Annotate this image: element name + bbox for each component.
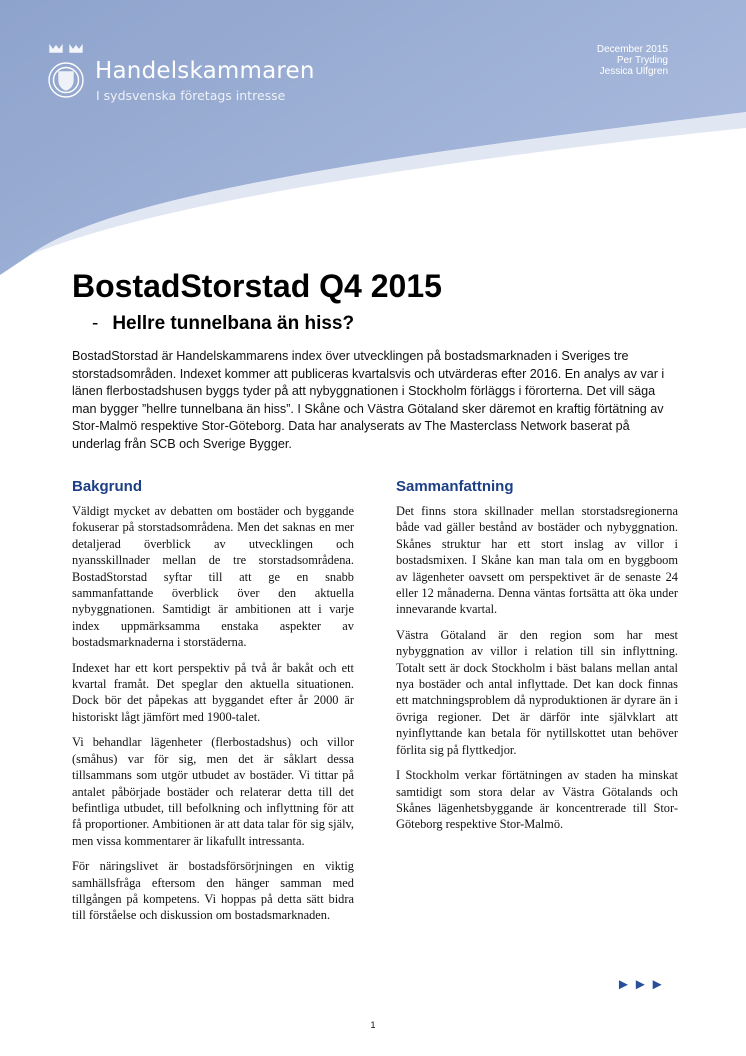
document-subtitle [92,313,354,335]
page-number: 1 [370,1020,376,1030]
section-heading: Sammanfattning [396,478,514,495]
body-paragraph: Det finns stora skillnader mellan storstadsregionerna både vad gäller bestånd av bostäder och nybyggnation. Skånes struktur har ett stort inslag av villor i bostadsmixen. I Skåne kan man tala om en byggboom av lägenheter oavsett om perspektivet är de senaste 24 eller 12 månaderna. Denna väntas fortsätta att öka under innevarande kvartal. [396,504,678,617]
publication-date: December 2015 [596,44,668,55]
body-paragraph: Vi behandlar lägenheter (flerbostadshus) och villor (småhus) var för sig, men det är såklart dessa tillsammans som utgör utbudet av bostäder. Vi tittar på antalet påbörjade bostäder och relaterar detta till det befintliga utbudet, till befolkning och inflyttning för att få proportioner. Ambitionen är att data talar för sig själv, men vissa kommentarer är likafullt intressanta. [72,735,354,848]
triple-arrow-icon: ►►► [616,976,667,993]
subtitle-text: Hellre tunnelbana än hiss? [112,313,355,334]
summary-section [396,478,678,842]
body-paragraph: Västra Götaland är den region som har mest nybyggnation av villor i relation till sin inflyttning. Totalt sett är dock Stockholm i bäst balans mellan antal nya bostäder och antal inflyttade. Det kan dock finnas ett matchningsproblem då nyproduktionen är dyrare än i övriga regioner. Det är därför inte självklart att nyinflyttande kan betala för nytillskottet utan behöver förlita sig på flyttkedjor. [396,627,678,757]
document-title: BostadStorstad Q4 2015 [72,268,442,304]
background-section [72,478,354,933]
section-heading: Bakgrund [72,478,143,495]
brand-name: Handelskammaren [95,58,315,84]
brand-tagline: I sydsvenska företags intresse [96,88,286,103]
body-paragraph: Väldigt mycket av debatten om bostäder och byggande fokuserar på storstadsområdena. Men det saknas en mer detaljerad överblick av utvecklingen och nyansskillnader mellan de tre storstadsområdena. BostadStorstad syftar till att ge en snabb sammanfattande överblick över den aktuella nybyggnationen. Samtidigt är ambitionen att i varje index uppmärksamma enstaka aspekter av bostadsmarknaderna i storstäderna. [72,504,354,650]
body-paragraph: I Stockholm verkar förtätningen av staden ha minskat samtidigt som stora delar av Västra Götalands och Skånes lägenhetsbyggande är koncentrerade till Stor-Göteborg respektive Stor-Malmö. [396,768,678,832]
body-paragraph: För näringslivet är bostadsförsörjningen en viktig samhällsfråga eftersom den hänger samman med tillgången på kompetens. Vi hoppas på detta sätt bidra till förståelse och diskussion om bostadsmarknaden. [72,859,354,923]
body-paragraph: Indexet har ett kort perspektiv på två år bakåt och ett kvartal framåt. Det speglar den aktuella situationen. Dock bör det påpekas att byggandet efter år 2000 är historiskt lågt jämfört med 1900-talet. [72,660,354,724]
crest-logo-icon [44,40,88,104]
intro-paragraph: BostadStorstad är Handelskammarens index över utvecklingen på bostadsmarknaden i Sveriges tre storstadsområden. Indexet kommer att publiceras kvartalsvis och utvärderas efter 2016. En analys av var i länen flerbostadshusen byggs tyder på att nybyggnationen i Stockholm förläggs i förorterna. Det vill säga man bygger ”hellre tunnelbana än hiss”. I Skåne och Västra Götaland sker däremot en kraftig förtätning av Stor-Malmö respektive Stor-Göteborg. Data har analyserats av The Masterclass Network baserat på underlag från SCB och Sverige Bygger. [72,349,665,451]
author-name: Jessica Ulfgren [599,66,668,77]
author-name: Per Tryding [616,55,668,66]
document-meta [597,44,668,77]
subtitle-dash: - [92,313,99,334]
